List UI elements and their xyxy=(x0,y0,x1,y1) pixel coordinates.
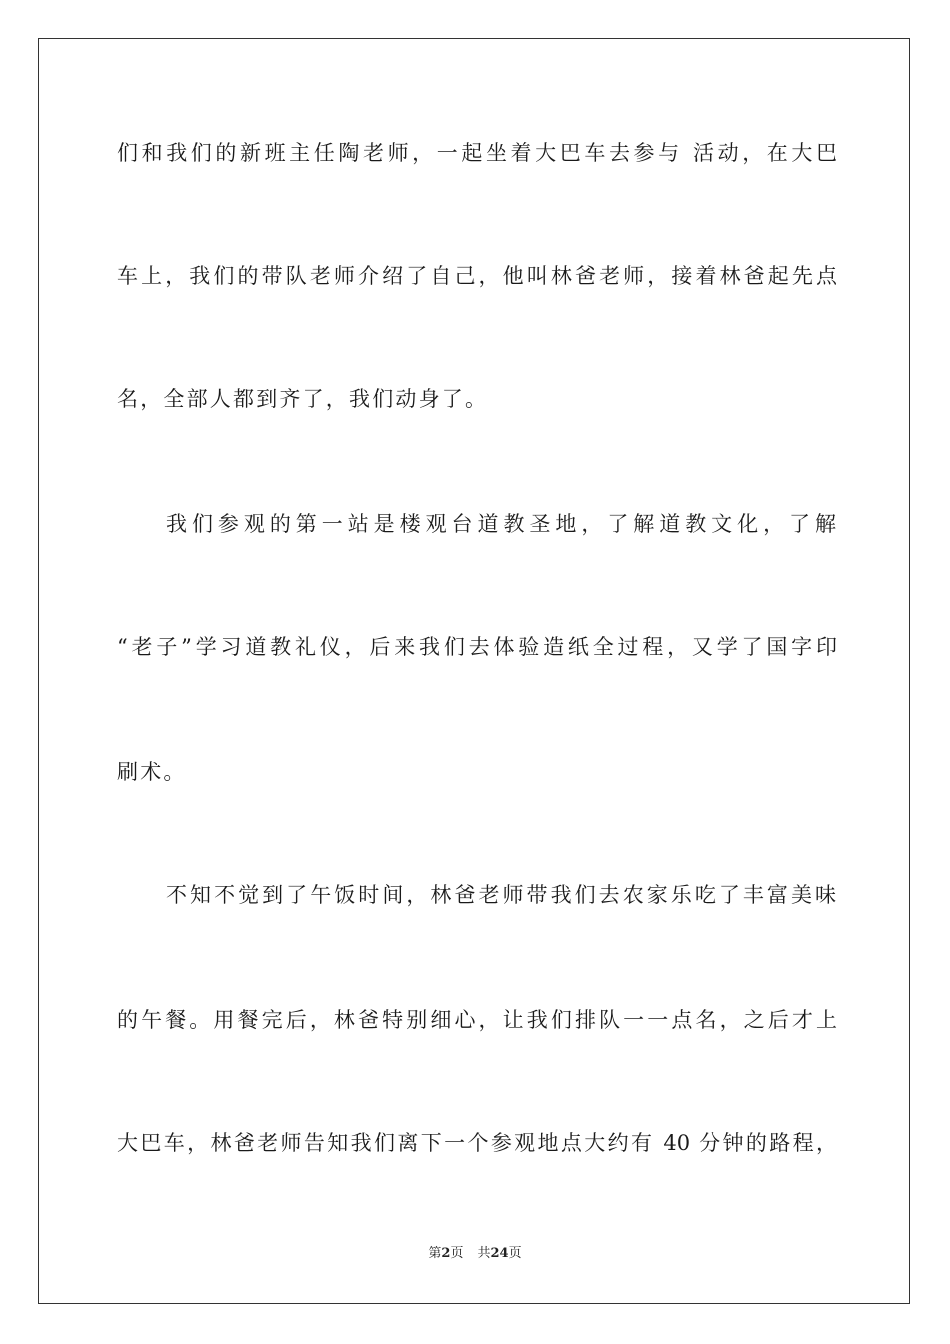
paragraph-1-line-2: 车上，我们的带队老师介绍了自己，他叫林爸老师，接着林爸起先点 xyxy=(117,264,837,288)
paragraph-2-line-2: “老子”学习道教礼仪，后来我们去体验造纸全过程，又学了国字印 xyxy=(117,635,837,659)
page-footer xyxy=(0,1245,950,1263)
paragraph-3-line-3: 大巴车，林爸老师告知我们离下一个参观地点大约有 40 分钟的路程， xyxy=(117,1131,837,1155)
page-border xyxy=(38,38,910,1304)
footer-page-suffix: 页 xyxy=(450,1246,464,1261)
footer-page-number: 2 xyxy=(441,1246,451,1261)
footer-total-prefix: 共 xyxy=(477,1246,491,1261)
paragraph-3-line-2: 的午餐。用餐完后，林爸特别细心，让我们排队一一点名，之后才上 xyxy=(117,1008,837,1032)
footer-total-pages: 24 xyxy=(490,1246,509,1261)
footer-total-suffix: 页 xyxy=(508,1246,522,1261)
paragraph-2-line-1: 我们参观的第一站是楼观台道教圣地，了解道教文化，了解 xyxy=(166,512,836,536)
paragraph-1-line-1: 们和我们的新班主任陶老师，一起坐着大巴车去参与 活动，在大巴 xyxy=(117,141,837,165)
footer-page-prefix: 第 xyxy=(428,1246,442,1261)
paragraph-2-line-3: 刷术。 xyxy=(117,760,187,784)
paragraph-3-line-1: 不知不觉到了午饭时间，林爸老师带我们去农家乐吃了丰富美味 xyxy=(166,883,836,907)
paragraph-1-line-3: 名，全部人都到齐了，我们动身了。 xyxy=(117,387,489,411)
